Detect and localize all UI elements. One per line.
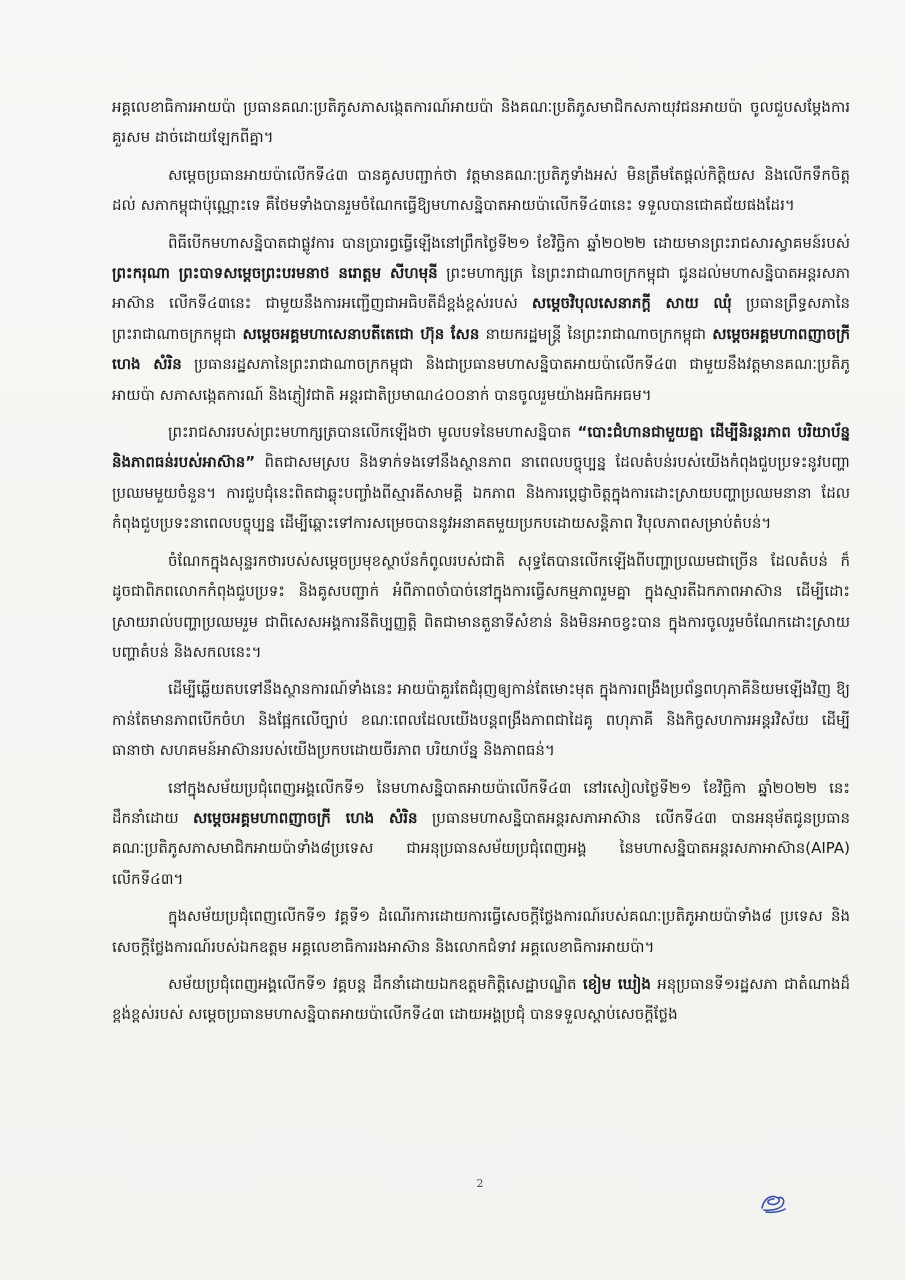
- document-body: [112, 92, 850, 1037]
- body-text: សម្តេចប្រធានអាយប៉ាលើកទី៤៣ បានគូសបញ្ជាក់ថា វត្តមានគណៈប្រតិភូទាំងអស់ មិនត្រឹមតែផ្តល់កិត្តិយស និងលើកទឹកចិត្តដល់ សភាកម្ពុជាប៉ុណ្ណោះទេ គឺថែមទាំងបានរួមចំណែកធ្វើឱ្យមហាសន្និបាតអាយប៉ាលើកទី៤៣នេះ ទទួលបានជោគជ័យផងដែរ។: [112, 165, 850, 215]
- paragraph: [112, 773, 850, 895]
- body-text: នៅក្នុងសម័យប្រជុំពេញអង្គលើកទី១ នៃមហាសន្និបាតអាយប៉ាលើកទី៤៣ នៅរសៀលថ្ងៃទី២១ ខែវិច្ឆិកា ឆ្នាំ២០២២ នេះ ដឹកនាំដោយ: [112, 778, 850, 827]
- body-text: ប្រធានព្រឹទ្ធសភានៃព្រះរាជាណាចក្រកម្ពុជា: [112, 294, 850, 343]
- bold-text: សម្តេចវិបុលសេនាភក្តី សាយ ឈុំ: [531, 294, 732, 313]
- body-text: ចំណែកក្នុងសុន្ទរកថារបស់សម្តេចប្រមុខស្ថាប័នកំពូលរបស់ជាតិ សុទ្ធតែបានលើកឡើងពីបញ្ហាប្រឈមជាច្រើន ដែលតំបន់ ក៏ដូចជាពិភពលោកកំពុងជួបប្រទះ និងគូសបញ្ជាក់ អំពីភាពចាំបាច់នៅក្នុងការធ្វើសកម្មភាពរួមគ្នា ក្នុងស្មារតីឯកភាពអាស៊ាន ដើម្បីដោះស្រាយរាល់បញ្ហាប្រឈមរួម ជាពិសេសអង្គការនីតិប្បញ្ញត្តិ ពិតជាមានតួនាទីសំខាន់ និងមិនអាចខ្វះបាន ក្នុងការចូលរួមចំណែកដោះស្រាយបញ្ហាតំបន់ និងសកលនេះ។: [112, 551, 850, 661]
- bold-text: សម្តេចអគ្គមហាសេនាបតីតេជោ ហ៊ុន សែន: [242, 324, 480, 343]
- body-text: ដើម្បីឆ្លើយតបទៅនឹងស្ថានការណ៍ទាំងនេះ អាយប៉ាគួរតែជំរុញឲ្យកាន់តែមោះមុត ក្នុងការពង្រឹងប្រព័ន្ធពហុភាគីនិយមឡើងវិញ ឱ្យកាន់តែមានភាពបើកចំហ និងផ្អែកលើច្បាប់ ខណៈពេលដែលយើងបន្តពង្រឹងភាពជាដៃគូ ពហុភាគី និងកិច្ចសហការអន្តរវិស័យ ដើម្បីធានាថា សហគមន៍អាស៊ានរបស់យើងប្រកបដោយចីរភាព បរិយាប័ន្ន និងភាពធន់។: [112, 680, 850, 760]
- body-text: ប្រធានរដ្ឋសភានៃព្រះរាជាណាចក្រកម្ពុជា និងជាប្រធានមហាសន្និបាតអាយប៉ាលើកទី៤៣ ជាមួយនឹងវត្តមានគណៈប្រតិភូអាយប៉ា សភាសង្កេតការណ៍ និងភ្ញៀវជាតិ អន្តរជាតិប្រមាណ៤០០នាក់ បានចូលរួមយ៉ាងអធិកអធម។: [112, 355, 850, 404]
- paragraph: [112, 160, 850, 221]
- body-text: ព្រះរាជសាររបស់ព្រះមហាក្សត្របានលើកឡើងថា មូលបទនៃមហាសន្និបាត: [168, 423, 578, 442]
- body-text: ពិធីបើកមហាសន្និបាតជាផ្លូវការ បានប្រារព្ធធ្វើឡើងនៅព្រឹកថ្ងៃទី២១ ខែវិច្ឆិកា ឆ្នាំ២០២២ ដោយមានព្រះរាជសារស្វាគមន៍របស់: [168, 233, 850, 252]
- body-text: អគ្គលេខាធិការអាយប៉ា ប្រធានគណៈប្រតិភូសភាសង្កេតការណ៍អាយប៉ា និងគណៈប្រតិភូសមាជិកសភាយុវជនអាយប៉ា ចូលជួបសម្តែងការគួរសម ដាច់ដោយឡែកពីគ្នា។: [112, 98, 850, 147]
- bold-text: ខៀម ឃៀង: [582, 974, 651, 993]
- bold-text: “បោះជំហានជាមួយគ្នា ដើម្បីនិរន្តរភាព បរិយាប័ន្ន និងភាពធន់របស់អាស៊ាន”: [112, 423, 850, 472]
- bold-text: សម្តេចអគ្គមហាពញាចក្រី ហេង សំរិន: [112, 324, 851, 374]
- body-text: ពិតជាសមស្រប និងទាក់ទងទៅនឹងស្ថានភាព នាពេលបច្ចុប្បន្ន ដែលតំបន់របស់យើងកំពុងជួបប្រទះនូវបញ្ហាប្រឈមមួយចំនួន។ ការជួបជុំនេះពិតជាឆ្លុះបញ្ចាំងពីស្មារតីសាមគ្គី ឯកភាព និងការប្តេជ្ញាចិត្តក្នុងការដោះស្រាយបញ្ហាប្រឈមនានា ដែលកំពុងជួបប្រទះនាពេលបច្ចុប្បន្ន ដើម្បីឆ្ពោះទៅការសម្រេចបាននូវអនាគតមួយប្រកបដោយសន្តិភាព វិបុលភាពសម្រាប់តំបន់។: [112, 453, 850, 533]
- body-text: ក្នុងសម័យប្រជុំពេញលើកទី១ វគ្គទី១ ដំណើរការដោយការធ្វើសេចក្តីថ្លែងការណ៍របស់គណៈប្រតិភូអាយប៉ាទាំង៨ ប្រទេស និងសេចក្តីថ្លែងការណ៍របស់ឯកឧត្តម អគ្គលេខាធិការរងអាស៊ាន និងលោកជំទាវ អគ្គលេខាធិការអាយប៉ា។: [112, 907, 850, 956]
- page-number: 2: [476, 1177, 484, 1190]
- bold-text: ព្រះករុណា ព្រះបាទសម្តេចព្រះបរមនាថ នរោត្តម សីហមុនី: [112, 264, 438, 283]
- paragraph: [112, 546, 850, 668]
- body-text: ប្រធានមហាសន្និបាតអន្តរសភាអាស៊ាន លើកទី៤៣ បានអនុម័តជូនប្រធានគណៈប្រតិភូសភាសមាជិកអាយប៉ាទាំង៨ប្រទេស ជាអនុប្រធានសម័យប្រជុំពេញអង្គ នៃមហាសន្និបាតអន្តរសភាអាស៊ាន(AIPA) លើកទី៤៣។: [112, 808, 851, 888]
- body-text: សម័យប្រជុំពេញអង្គលើកទី១ វគ្គបន្ត ដឹកនាំដោយឯកឧត្តមកិត្តិសេដ្ឋាបណ្ឌិត: [168, 974, 583, 993]
- paragraph: [112, 228, 850, 410]
- paragraph: [112, 417, 850, 539]
- paragraph: [112, 674, 850, 765]
- paragraph: [112, 92, 850, 153]
- body-text: នាយករដ្ឋមន្ត្រី នៃព្រះរាជាណាចក្រកម្ពុជា: [479, 324, 713, 343]
- paragraph: [112, 969, 850, 1030]
- body-text: អនុប្រធានទី១រដ្ឋសភា ជាតំណាងដ៏ខ្ពង់ខ្ពស់របស់ សម្តេចប្រធានមហាសន្និបាតអាយប៉ាលើកទី៤៣ ដោយអង្គប្រជុំ បានទទួលស្តាប់សេចក្តីថ្លែង: [112, 974, 850, 1024]
- bold-text: សម្តេចអគ្គមហាពញាចក្រី ហេង សំរិន: [193, 808, 418, 827]
- handwritten-initial-mark: [758, 1190, 788, 1216]
- body-text: ព្រះមហាក្សត្រ នៃព្រះរាជាណាចក្រកម្ពុជា ជូនដល់មហាសន្និបាតអន្តរសភាអាស៊ាន លើកទី៤៣នេះ ជាមួយនឹងការអញ្ជើញជាអធិបតីដ៏ខ្ពង់ខ្ពស់របស់: [112, 264, 851, 313]
- paragraph: [112, 901, 850, 962]
